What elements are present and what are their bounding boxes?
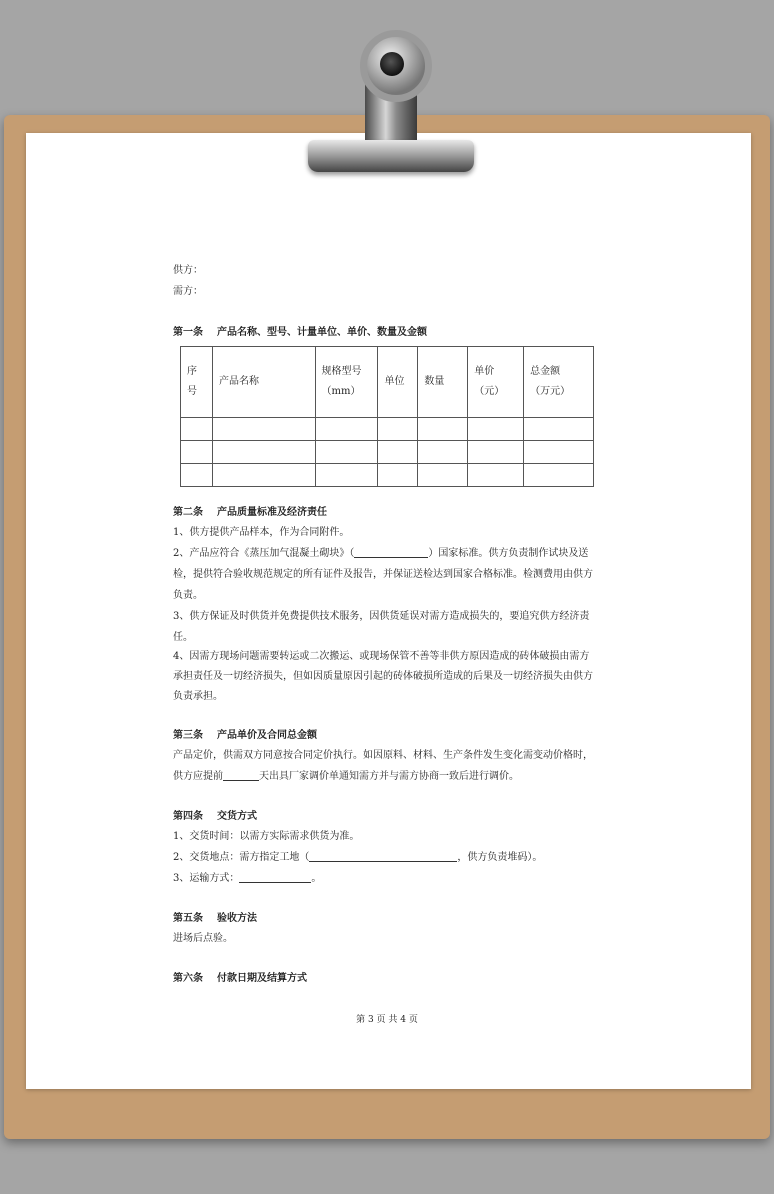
clip-base xyxy=(308,140,474,172)
table-header-cell: 单价 （元） xyxy=(468,347,524,418)
article2-line: 1、供方提供产品样本，作为合同附件。 xyxy=(173,527,350,538)
transport-blank xyxy=(239,870,311,883)
table-header-cell: 单位 xyxy=(378,347,418,418)
article2-line: 承担责任及一切经济损失，但如因质量原因引起的砖体破损所造成的后果及一切经济损失由供方 xyxy=(173,671,593,682)
article-title: 验收方法 xyxy=(217,913,257,924)
table-header-cell: 产品名称 xyxy=(212,347,315,418)
table-header-cell: 序号 xyxy=(181,347,213,418)
article3-line: 供方应提前 天出具厂家调价单通知需方并与需方协商一致后进行调价。 xyxy=(173,766,519,787)
standard-blank xyxy=(354,545,428,558)
table-row xyxy=(181,418,594,441)
article4-line: 3、运输方式： 。 xyxy=(173,868,321,889)
article1-heading xyxy=(173,322,427,343)
article4-heading xyxy=(173,806,257,827)
article2-line: 负责承担。 xyxy=(173,691,223,702)
site-blank xyxy=(309,849,457,862)
table-header-row xyxy=(181,347,594,418)
article3-heading xyxy=(173,725,317,746)
article-number: 第四条 xyxy=(173,811,203,822)
table-header-cell: 总金额 （万元） xyxy=(524,347,594,418)
article-title: 付款日期及结算方式 xyxy=(217,973,307,984)
article2-line: 4、因需方现场问题需要转运或二次搬运、或现场保管不善等非供方原因造成的砖体破损由需方 xyxy=(173,651,590,662)
binder-clip xyxy=(300,26,480,178)
article4-line: 1、交货时间：以需方实际需求供货为准。 xyxy=(173,831,360,842)
article-title: 交货方式 xyxy=(217,811,257,822)
article2-line: 负责。 xyxy=(173,590,203,601)
table-header-cell: 数量 xyxy=(418,347,468,418)
article4-line: 2、交货地点：需方指定工地（ ，供方负责堆码）。 xyxy=(173,847,542,868)
article-number: 第一条 xyxy=(173,327,203,338)
article2-heading xyxy=(173,502,327,523)
article-number: 第三条 xyxy=(173,730,203,741)
table-header-cell: 规格型号 （mm） xyxy=(315,347,378,418)
article2-line: 2、产品应符合《蒸压加气混凝土砌块》（ ）国家标准。供方负责制作试块及送 xyxy=(173,543,588,564)
article-number: 第二条 xyxy=(173,507,203,518)
days-blank xyxy=(223,768,259,781)
product-table xyxy=(180,346,594,487)
article-number: 第六条 xyxy=(173,973,203,984)
article6-heading xyxy=(173,968,307,989)
article2-line: 检，提供符合验收规范规定的所有证件及报告，并保证送检达到国家合格标准。检测费用由供方 xyxy=(173,569,593,580)
article-title: 产品单价及合同总金额 xyxy=(217,730,317,741)
supplier-label: 供方： xyxy=(173,265,203,276)
article-title: 产品质量标准及经济责任 xyxy=(217,507,327,518)
article2-line: 任。 xyxy=(173,632,193,643)
article2-line: 3、供方保证及时供货并免费提供技术服务，因供货延误对需方造成损失的，要追究供方经济责 xyxy=(173,611,590,622)
article-number: 第五条 xyxy=(173,913,203,924)
page-number: 第 3 页 共 4 页 xyxy=(356,1015,418,1025)
article3-line: 产品定价，供需双方同意按合同定价执行。如因原料、材料、生产条件发生变化需变动价格时， xyxy=(173,750,593,761)
table-row xyxy=(181,441,594,464)
article-title: 产品名称、型号、计量单位、单价、数量及金额 xyxy=(217,327,427,338)
article5-heading xyxy=(173,908,257,929)
clip-hole xyxy=(380,52,404,76)
buyer-label: 需方： xyxy=(173,286,203,297)
table-row xyxy=(181,464,594,487)
article5-line: 进场后点验。 xyxy=(173,933,233,944)
